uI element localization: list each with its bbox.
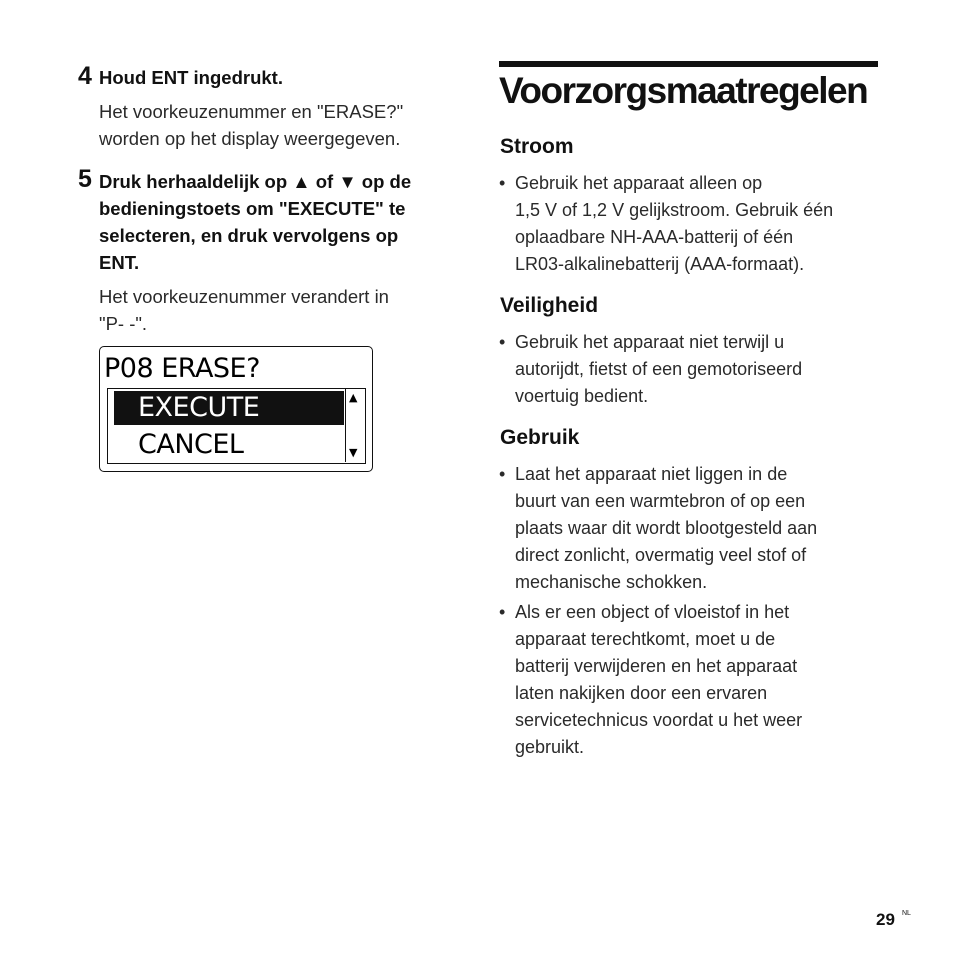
bullet-line: plaats waar dit wordt blootgesteld aan [515, 518, 818, 538]
bullet-line: mechanische schokken. [515, 572, 708, 592]
bullet-line: batterij verwijderen en het apparaat [515, 656, 798, 676]
step-5-title-line: ENT. [99, 252, 140, 273]
bullet-line: LR03-alkalinebatterij (AAA-formaat). [515, 254, 805, 274]
bullet-line: oplaadbare NH-AAA-batterij of één [515, 227, 794, 247]
gebruik-bullet-1-text [515, 461, 817, 596]
gebruik-heading: Gebruik [500, 426, 580, 449]
bullet-line: Als er een object of vloeistof in het [515, 602, 790, 622]
bullet-line: gebruikt. [515, 737, 585, 757]
bullet-line: voertuig bedient. [515, 386, 649, 406]
step-5-title-line: selecteren, en druk vervolgens op [99, 225, 399, 246]
step-4-number: 4 [78, 62, 92, 90]
step-5-text [99, 283, 389, 337]
step-5-text-line: Het voorkeuzenummer verandert in [99, 286, 389, 307]
step-4-text [99, 98, 403, 152]
step-5-number: 5 [78, 165, 92, 193]
bullet-line: Gebruik het apparaat niet terwijl u [515, 332, 785, 352]
heading-rule [499, 61, 878, 67]
veiligheid-bullet-text [515, 329, 802, 410]
scroll-down-arrow-icon: ▼ [349, 446, 358, 459]
lcd-option-cancel: CANCEL [138, 429, 244, 460]
step-5-title-line: bedieningstoets om "EXECUTE" te [99, 198, 406, 219]
section-heading: Voorzorgsmaatregelen [499, 70, 868, 111]
scroll-up-arrow-icon: ▲ [349, 391, 358, 404]
lcd-title: P08 ERASE? [104, 353, 260, 384]
page-language-code: NL [902, 910, 911, 917]
bullet-line: 1,5 V of 1,2 V gelijkstroom. Gebruik één [515, 200, 834, 220]
gebruik-bullet-2-text [515, 599, 802, 761]
bullet-line: laten nakijken door een ervaren [515, 683, 768, 703]
step-4-text-line: Het voorkeuzenummer en "ERASE?" [99, 101, 404, 122]
step-5-title-line: Druk herhaaldelijk op ▲ of ▼ op de [99, 171, 412, 192]
bullet-symbol: • [499, 173, 506, 193]
bullet-line: servicetechnicus voordat u het weer [515, 710, 803, 730]
bullet-symbol: • [499, 602, 506, 622]
step-5-title [99, 168, 411, 276]
bullet-symbol: • [499, 332, 506, 352]
step-5-text-line: "P- -". [99, 313, 148, 334]
bullet-line: autorijdt, fietst of een gemotoriseerd [515, 359, 803, 379]
lcd-option-execute: EXECUTE [138, 392, 260, 423]
veiligheid-heading: Veiligheid [500, 294, 599, 317]
bullet-line: Gebruik het apparaat alleen op [515, 173, 763, 193]
bullet-symbol: • [499, 464, 506, 484]
bullet-line: apparaat terechtkomt, moet u de [515, 629, 776, 649]
stroom-heading: Stroom [500, 135, 574, 158]
step-4-text-line: worden op het display weergegeven. [99, 128, 401, 149]
bullet-line: Laat het apparaat niet liggen in de [515, 464, 788, 484]
bullet-line: direct zonlicht, overmatig veel stof of [515, 545, 807, 565]
stroom-bullet-text [515, 170, 833, 278]
page-number: 29 [876, 910, 895, 929]
step-4-title: Houd ENT ingedrukt. [99, 67, 283, 88]
bullet-line: buurt van een warmtebron of op een [515, 491, 806, 511]
